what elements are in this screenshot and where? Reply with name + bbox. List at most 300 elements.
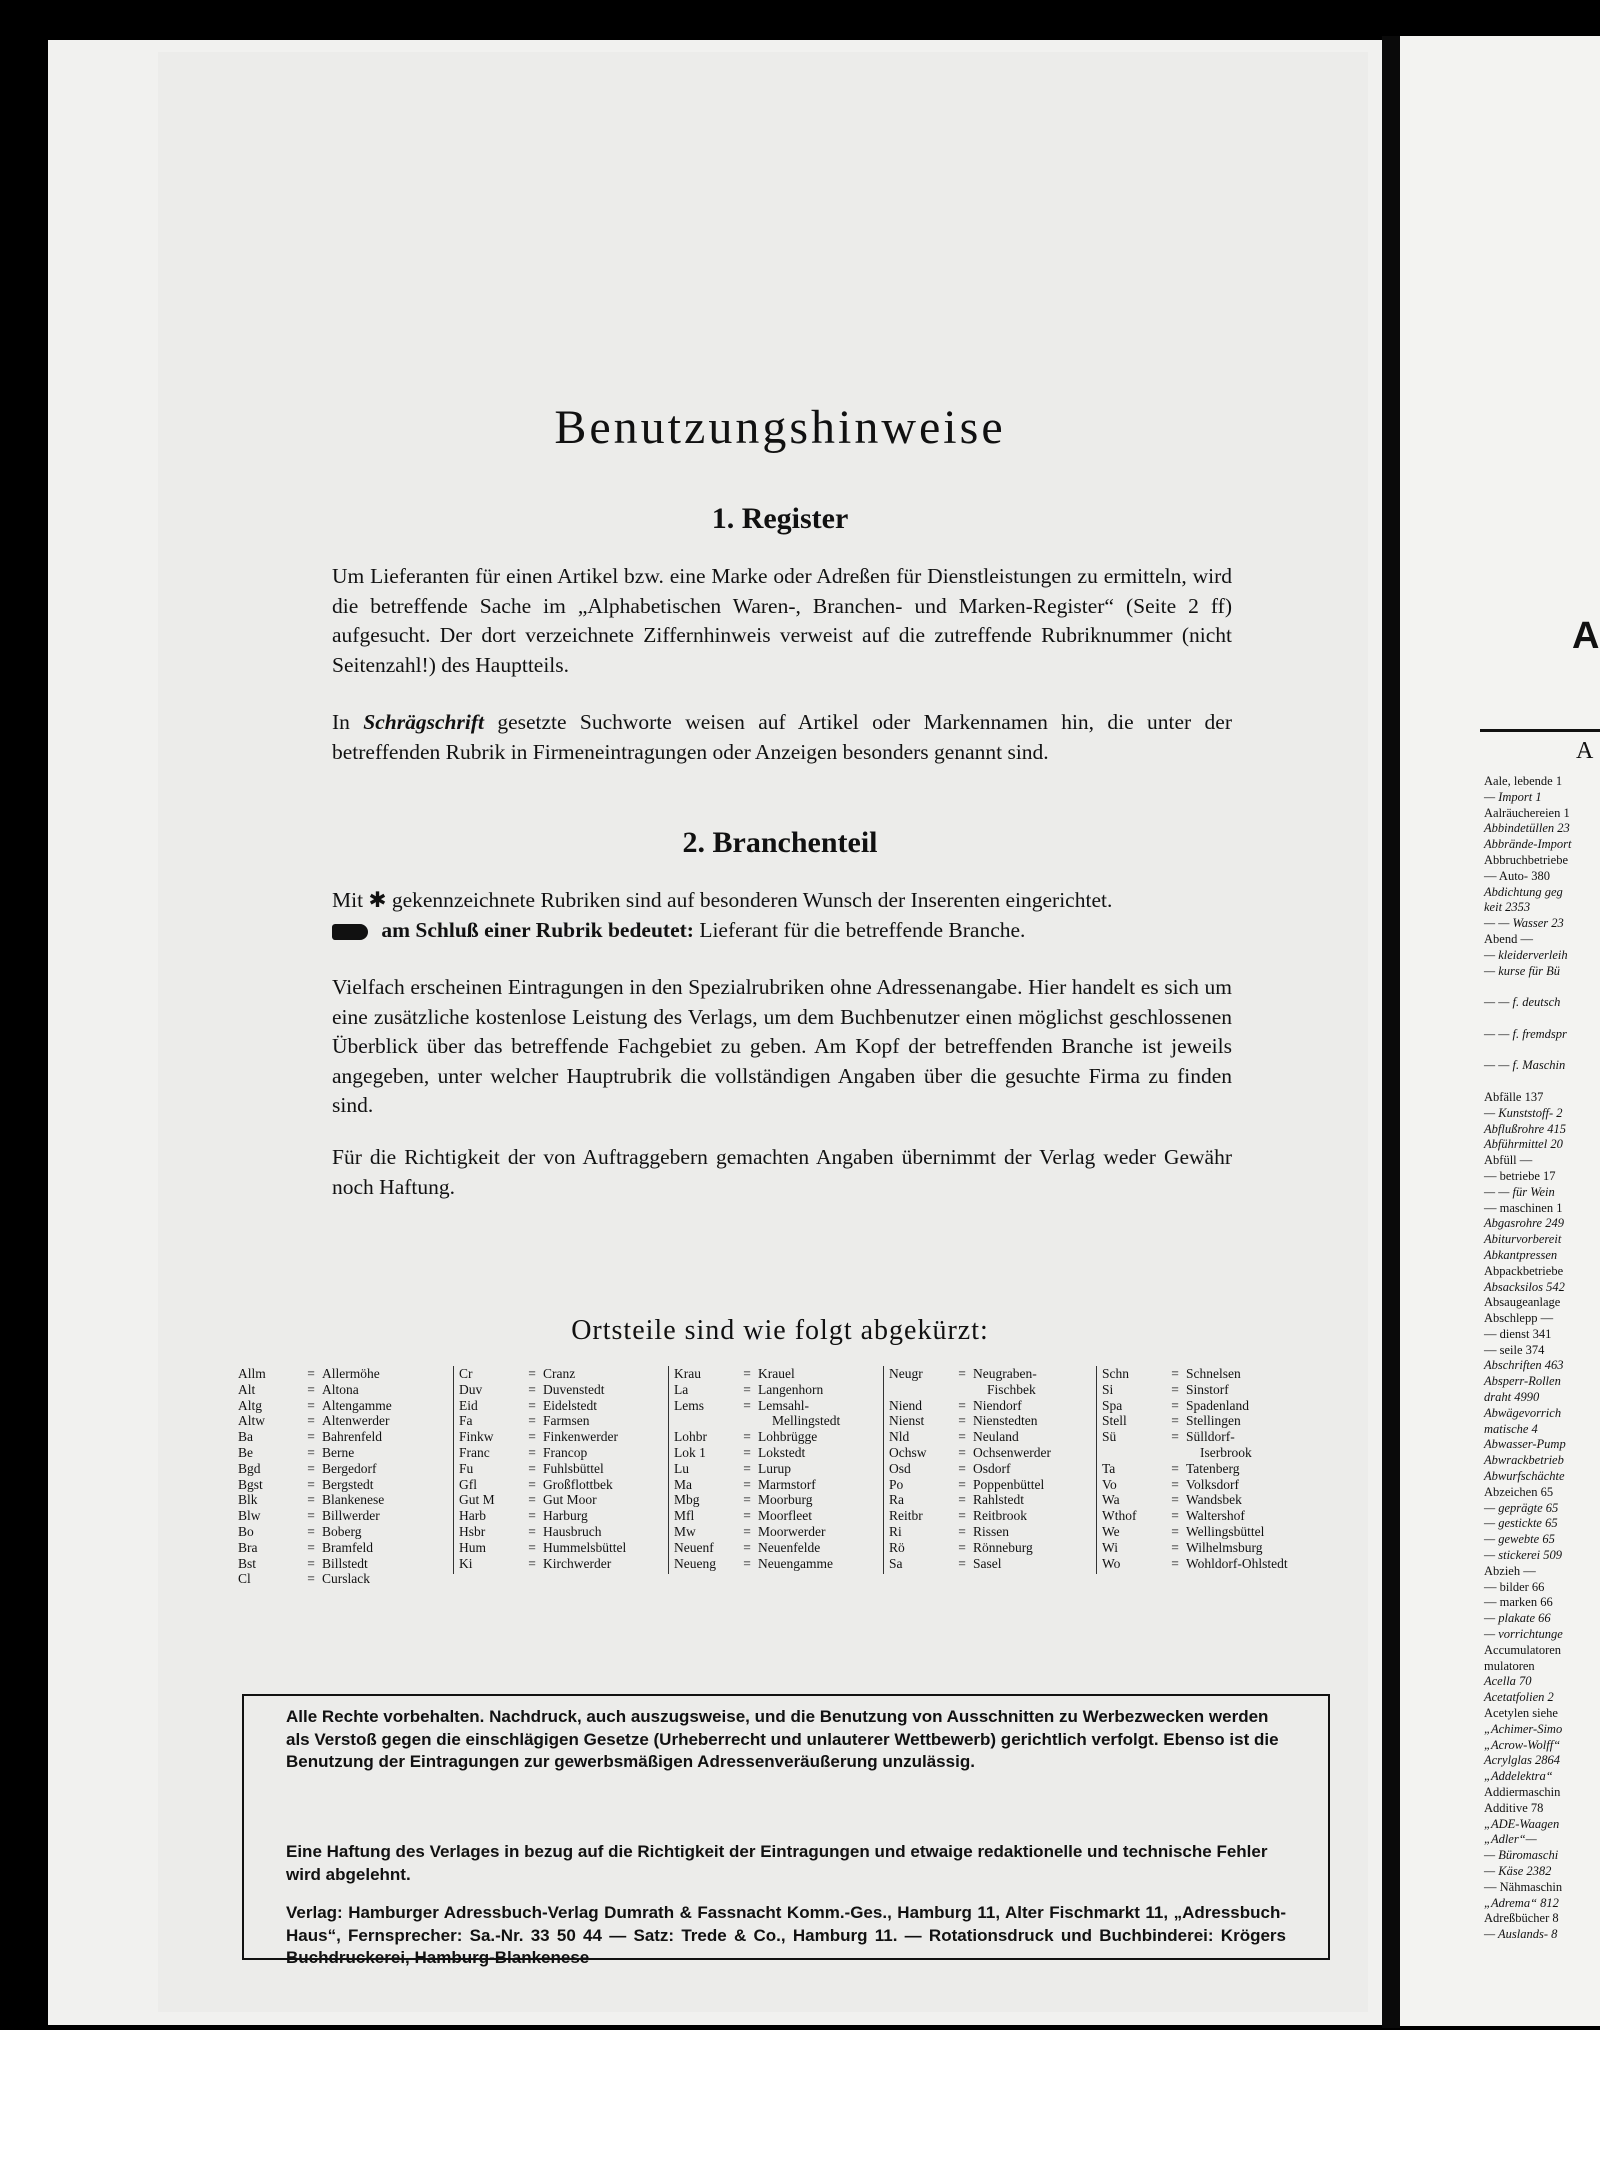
abbreviation-value: Rahlstedt [973, 1492, 1024, 1508]
abbreviation-key: Harb [459, 1508, 486, 1524]
index-entry: Abend — [1484, 931, 1533, 946]
abbreviation-value: Bergstedt [322, 1476, 374, 1492]
branchenteil-paragraph-1 [332, 973, 1232, 1121]
index-entry: „ADE-Waagen [1484, 1816, 1560, 1831]
abbreviation-row [238, 1556, 448, 1572]
abbreviation-row [459, 1413, 681, 1429]
index-entry: Aale, lebende 1 [1484, 774, 1563, 788]
equals-sign [736, 1413, 758, 1429]
abbreviation-value: Langenhorn [758, 1381, 824, 1397]
index-entry: Abfüll — [1484, 1153, 1533, 1168]
abbreviation-key: Bgst [238, 1476, 263, 1492]
abbreviation-key: Krau [674, 1366, 701, 1381]
index-entry: Adreßbücher 8 [1484, 1911, 1559, 1926]
abbreviation-row [1102, 1429, 1337, 1445]
abbreviation-key: Finkw [459, 1429, 494, 1445]
index-entry: — dienst 341 [1484, 1326, 1552, 1341]
pointing-hand-icon [332, 924, 368, 940]
abbreviation-value: Osdorf [973, 1460, 1011, 1476]
abbreviation-row [674, 1413, 896, 1429]
abbreviation-value: Sinstorf [1186, 1381, 1229, 1397]
equals-sign: = [743, 1444, 751, 1460]
equals-sign: = [958, 1539, 966, 1555]
abbreviation-row [238, 1445, 448, 1461]
equals-sign: = [743, 1523, 751, 1539]
equals-sign: = [307, 1366, 315, 1381]
abbreviation-column [668, 1366, 896, 1574]
abbreviation-value: Iserbrook [1200, 1444, 1252, 1460]
abbreviation-key: Neugr [889, 1366, 923, 1381]
abbreviation-key: Ki [459, 1555, 473, 1571]
index-entry: — geprägte 65 [1484, 1500, 1559, 1515]
abbreviation-row [238, 1492, 448, 1508]
abbreviation-row [889, 1461, 1111, 1477]
abbreviation-key: Neuenf [674, 1539, 714, 1555]
abbreviation-row [889, 1398, 1111, 1414]
abbreviation-value: Poppenbüttel [973, 1476, 1045, 1492]
index-entry: „Addelektra“ [1484, 1769, 1553, 1784]
abbreviation-key: Lok 1 [674, 1444, 706, 1460]
equals-sign: = [1171, 1508, 1179, 1524]
abbreviation-row [1102, 1461, 1337, 1477]
abbreviation-value: Fuhlsbüttel [543, 1460, 604, 1476]
index-entry: — — für Wein [1484, 1184, 1555, 1199]
abbreviation-key: Hsbr [459, 1523, 486, 1539]
index-entry: Acetylen siehe [1484, 1706, 1558, 1721]
abbreviation-value: Altona [322, 1381, 359, 1397]
index-entry: — Import 1 [1484, 789, 1542, 804]
index-entry: — Büromaschi [1484, 1848, 1559, 1863]
equals-sign: = [307, 1539, 315, 1555]
abbreviation-row [459, 1524, 681, 1540]
abbreviation-key: Ba [238, 1429, 253, 1445]
equals-sign: = [743, 1366, 751, 1381]
abbreviation-key: Blk [238, 1492, 258, 1508]
index-entry: draht 4990 [1484, 1390, 1540, 1405]
abbreviation-value: Sülldorf- [1186, 1429, 1235, 1445]
abbreviation-key: Si [1102, 1381, 1114, 1397]
abbreviation-key: Ra [889, 1492, 904, 1508]
index-entry [1484, 1011, 1600, 1027]
equals-sign: = [958, 1492, 966, 1508]
register-text-2a: In [332, 710, 350, 734]
abbreviation-row [459, 1461, 681, 1477]
abbreviation-value: Billwerder [322, 1508, 380, 1524]
branchenteil-text-2: Für die Richtigkeit der von Auftraggebern gemachten Angaben übernimmt der Verlag weder Gewähr noch Haftung. [332, 1145, 1232, 1199]
star-note: Mit ✱ gekennzeichnete Rubriken sind auf besonderen Wunsch der Inserenten eingerichtet. [332, 888, 1113, 912]
index-entry: — bilder 66 [1484, 1579, 1545, 1594]
right-page-index [1484, 774, 1600, 1943]
index-entry: — Auslands- 8 [1484, 1927, 1558, 1942]
abbreviation-row [459, 1429, 681, 1445]
abbreviation-row [459, 1366, 681, 1382]
index-entry: matische 4 [1484, 1421, 1538, 1436]
abbreviation-row [238, 1429, 448, 1445]
equals-sign: = [743, 1555, 751, 1571]
abbreviation-value: Moorburg [758, 1492, 813, 1508]
abbreviation-value: Tatenberg [1186, 1460, 1240, 1476]
abbreviation-key: Bra [238, 1539, 258, 1555]
index-entry: — gewebte 65 [1484, 1532, 1555, 1547]
legal-notice-box [242, 1694, 1330, 1967]
abbreviation-value: Volksdorf [1186, 1476, 1240, 1492]
equals-sign: = [528, 1460, 536, 1476]
equals-sign: = [1171, 1539, 1179, 1555]
equals-sign: = [743, 1508, 751, 1524]
equals-sign: = [1171, 1523, 1179, 1539]
abbreviation-value: Mellingstedt [772, 1413, 841, 1429]
index-entry: — kleiderverleih [1484, 947, 1568, 962]
branchenteil-paragraph-2 [332, 1143, 1232, 1202]
abbreviation-key: Mw [674, 1523, 696, 1539]
abbreviation-value: Bramfeld [322, 1539, 373, 1555]
abbreviation-value: Bergedorf [322, 1460, 377, 1476]
index-entry: Addiermaschin [1484, 1785, 1561, 1799]
abbreviation-key: Sa [889, 1555, 903, 1571]
index-entry: Acetatfolien 2 [1484, 1690, 1554, 1705]
italic-sample: Schrägschrift [363, 710, 484, 734]
abbreviation-key: Altw [238, 1413, 265, 1429]
abbreviation-row [889, 1413, 1111, 1429]
index-entry: — Auto- 380 [1484, 868, 1550, 883]
abbreviation-value: Rönneburg [973, 1539, 1033, 1555]
equals-sign: = [528, 1539, 536, 1555]
abbreviation-value: Wilhelmsburg [1186, 1539, 1263, 1555]
index-entry: Abkantpressen [1484, 1247, 1558, 1262]
abbreviation-row [674, 1508, 896, 1524]
abbreviation-row [674, 1382, 896, 1398]
abbreviation-column [453, 1366, 681, 1574]
abbreviation-value: Blankenese [322, 1492, 385, 1508]
abbreviation-key: Mbg [674, 1492, 700, 1508]
abbreviation-row [459, 1382, 681, 1398]
abbreviation-value: Eidelstedt [543, 1397, 597, 1413]
abbreviation-value: Kirchwerder [543, 1555, 612, 1571]
abbreviation-row [674, 1429, 896, 1445]
abbreviation-value: Harburg [543, 1508, 588, 1524]
abbreviation-key: Neueng [674, 1555, 716, 1571]
abbreviation-row [238, 1461, 448, 1477]
abbreviation-row [1102, 1540, 1337, 1556]
equals-sign: = [528, 1381, 536, 1397]
index-entry: — kurse für Bü [1484, 963, 1561, 978]
abbreviation-row [459, 1477, 681, 1493]
index-entry: keit 2353 [1484, 900, 1531, 915]
abbreviation-key: Osd [889, 1460, 911, 1476]
abbreviation-row [238, 1524, 448, 1540]
abbreviation-row [1102, 1508, 1337, 1524]
index-entry: Abbindetüllen 23 [1484, 821, 1570, 836]
abbreviation-row [238, 1508, 448, 1524]
abbreviation-key: Spa [1102, 1397, 1123, 1413]
abbreviation-key: Reitbr [889, 1508, 923, 1524]
right-page-section-letter: A [1576, 738, 1594, 764]
equals-sign: = [307, 1381, 315, 1397]
abbreviation-value: Hausbruch [543, 1523, 602, 1539]
equals-sign: = [958, 1366, 966, 1381]
abbreviation-key: Cl [238, 1571, 251, 1587]
abbreviation-row [238, 1540, 448, 1556]
abbreviation-key: Blw [238, 1508, 261, 1524]
abbreviation-row [674, 1366, 896, 1382]
abbreviation-key: Bgd [238, 1460, 261, 1476]
abbreviation-row [889, 1429, 1111, 1445]
abbreviation-value: Sasel [973, 1555, 1002, 1571]
branchenteil-legend [332, 886, 1232, 945]
equals-sign: = [958, 1413, 966, 1429]
abbreviation-key: Franc [459, 1444, 490, 1460]
equals-sign: = [958, 1523, 966, 1539]
abbreviation-key: La [674, 1381, 689, 1397]
equals-sign: = [307, 1492, 315, 1508]
abbreviation-row [459, 1492, 681, 1508]
equals-sign: = [528, 1523, 536, 1539]
abbreviation-key: Hum [459, 1539, 486, 1555]
abbreviation-key: Altg [238, 1397, 263, 1413]
index-entry: — — f. Maschin [1484, 1058, 1566, 1073]
equals-sign: = [307, 1571, 315, 1587]
index-entry: Absaugeanlage [1484, 1295, 1561, 1310]
index-entry: — — Wasser 23 [1484, 916, 1564, 931]
equals-sign: = [307, 1444, 315, 1460]
index-entry: „Adler“— [1484, 1832, 1537, 1847]
abbreviation-key: Gfl [459, 1476, 477, 1492]
equals-sign: = [743, 1539, 751, 1555]
abbreviation-key: Duv [459, 1381, 483, 1397]
right-page-rule [1480, 729, 1600, 732]
abbreviation-value: Spadenland [1186, 1397, 1249, 1413]
abbreviation-row [889, 1477, 1111, 1493]
abbreviation-key: Vo [1102, 1476, 1117, 1492]
register-text-1: Um Lieferanten für einen Artikel bzw. eine Marke oder Adreßen für Dienstleistungen zu ermitteln, wird die betreffende Sache im „Alphabetischen Waren-, Branchen- und Marken-Register“ (Seite 2 ff) aufgesucht. Der dort verzeichnete Ziffernhinweis verweist auf die zutreffende Rubriknummer (nicht Seitenzahl!) des Hauptteils. [332, 564, 1232, 677]
index-entry: Abgasrohre 249 [1484, 1216, 1564, 1231]
abbreviation-value: Stellingen [1186, 1413, 1241, 1429]
register-paragraph-1 [332, 562, 1232, 680]
abbreviation-value: Marmstorf [758, 1476, 816, 1492]
abbreviation-row [238, 1382, 448, 1398]
index-entry: Accumulatoren [1484, 1642, 1562, 1657]
abbreviation-row [1102, 1382, 1337, 1398]
abbreviation-row [238, 1413, 448, 1429]
abbreviation-row [889, 1508, 1111, 1524]
equals-sign: = [743, 1381, 751, 1397]
index-entry: Abzieh — [1484, 1563, 1536, 1578]
index-entry: — gestickte 65 [1484, 1516, 1558, 1531]
abbreviation-row [459, 1445, 681, 1461]
abbreviation-key: Wo [1102, 1555, 1121, 1571]
abbreviation-key [674, 1413, 736, 1429]
equals-sign: = [528, 1444, 536, 1460]
abbreviation-row [459, 1508, 681, 1524]
abbreviation-key: We [1102, 1523, 1120, 1539]
equals-sign: = [1171, 1413, 1179, 1429]
index-entry: Abpackbetriebe [1484, 1263, 1564, 1278]
abbreviation-key: Niend [889, 1397, 922, 1413]
abbreviation-key: Fu [459, 1460, 474, 1476]
abbreviation-row [674, 1540, 896, 1556]
index-entry: Abbruchbetriebe [1484, 852, 1568, 867]
abbreviation-key: Cr [459, 1366, 473, 1381]
equals-sign: = [1171, 1460, 1179, 1476]
index-entry: Abführmittel 20 [1484, 1137, 1563, 1152]
abbreviation-table [238, 1366, 1328, 1587]
index-entry: Abwrackbetrieb [1484, 1453, 1564, 1468]
equals-sign: = [743, 1476, 751, 1492]
abbreviation-key: Nienst [889, 1413, 925, 1429]
index-entry: — seile 374 [1484, 1342, 1545, 1357]
abbreviation-key: Mfl [674, 1508, 695, 1524]
abbreviation-key: Wi [1102, 1539, 1118, 1555]
index-entry [1484, 1043, 1600, 1059]
hand-note-rest: Lieferant für die betreffende Branche. [699, 917, 1026, 942]
abbreviation-row [459, 1556, 681, 1572]
abbreviation-row [674, 1398, 896, 1414]
abbreviation-key: Alt [238, 1381, 256, 1397]
equals-sign: = [743, 1397, 751, 1413]
abbreviation-value: Lemsahl- [758, 1397, 809, 1413]
abbreviation-row [674, 1461, 896, 1477]
equals-sign: = [1171, 1476, 1179, 1492]
index-entry: Acrylglas 2864 [1484, 1753, 1561, 1768]
index-entry: Abdichtung geg [1484, 884, 1563, 899]
equals-sign: = [307, 1476, 315, 1492]
index-entry [1484, 979, 1600, 995]
equals-sign: = [1171, 1429, 1179, 1445]
equals-sign: = [528, 1429, 536, 1445]
abbreviation-value: Moorwerder [758, 1523, 826, 1539]
equals-sign: = [307, 1555, 315, 1571]
abbreviation-key: Rö [889, 1539, 905, 1555]
equals-sign: = [1171, 1397, 1179, 1413]
abbreviation-value: Rissen [973, 1523, 1010, 1539]
section-heading-branchenteil: 2. Branchenteil [682, 826, 878, 859]
equals-sign: = [307, 1413, 315, 1429]
equals-sign: = [307, 1508, 315, 1524]
abbreviation-row [238, 1477, 448, 1493]
abbreviation-row [1102, 1398, 1337, 1414]
abbreviation-key: Schn [1102, 1366, 1129, 1381]
abbreviation-row [889, 1556, 1111, 1572]
hand-note-bold: am Schluß einer Rubrik bedeutet: [381, 917, 694, 942]
abbreviation-title: Ortsteile sind wie folgt abgekürzt: [571, 1315, 989, 1346]
equals-sign: = [743, 1492, 751, 1508]
abbreviation-key: Lu [674, 1460, 689, 1476]
abbreviation-key: Stell [1102, 1413, 1127, 1429]
page-gutter [1382, 36, 1400, 2028]
abbreviation-key [889, 1382, 951, 1398]
abbreviation-value: Wellingsbüttel [1186, 1523, 1265, 1539]
equals-sign: = [1171, 1366, 1179, 1381]
index-entry: — maschinen 1 [1484, 1200, 1563, 1215]
equals-sign: = [528, 1366, 536, 1381]
abbreviation-row [1102, 1445, 1337, 1461]
index-entry: Abiturvorbereit [1484, 1232, 1562, 1247]
abbreviation-value: Farmsen [543, 1413, 590, 1429]
abbreviation-value: Curslack [322, 1571, 370, 1587]
abbreviation-row [674, 1445, 896, 1461]
abbreviation-value: Großflottbek [543, 1476, 613, 1492]
index-entry: — plakate 66 [1484, 1611, 1551, 1626]
abbreviation-value: Neuland [973, 1429, 1019, 1445]
equals-sign: = [958, 1429, 966, 1445]
equals-sign [1164, 1445, 1186, 1461]
index-entry: — betriebe 17 [1484, 1168, 1556, 1183]
abbreviation-value: Finkenwerder [543, 1429, 618, 1445]
equals-sign: = [1171, 1555, 1179, 1571]
abbreviation-key: Allm [238, 1366, 266, 1381]
abbreviation-row [238, 1366, 448, 1382]
abbreviation-value: Wandsbek [1186, 1492, 1242, 1508]
abbreviation-column [238, 1366, 448, 1587]
abbreviation-row [459, 1398, 681, 1414]
index-entry: — — f. deutsch [1484, 995, 1561, 1010]
equals-sign: = [307, 1460, 315, 1476]
equals-sign: = [307, 1429, 315, 1445]
abbreviation-row [889, 1382, 1111, 1398]
register-text-2b: gesetzte Suchworte weisen auf Artikel oder Markennamen hin, die unter der betreffenden Rubrik in Firmeneintragungen oder Anzeigen besonders genannt sind. [332, 710, 1233, 764]
abbreviation-key: Gut M [459, 1492, 495, 1508]
abbreviation-row [1102, 1556, 1337, 1572]
abbreviation-value: Boberg [322, 1523, 362, 1539]
equals-sign: = [958, 1508, 966, 1524]
equals-sign: = [528, 1492, 536, 1508]
abbreviation-key: Ta [1102, 1460, 1116, 1476]
branchenteil-text-1: Vielfach erscheinen Eintragungen in den Spezialrubriken ohne Adressenangabe. Hier handelt es sich um eine zusätzliche kostenlose Leistung des Verlags, um dem Buchbenutzer einen möglichst geschlossenen Überblick über das betreffende Fachgebiet zu geben. Am Kopf der betreffenden Branche ist jeweils angegeben, unter welcher Hauptrubrik die vollständigen Angaben über die gesuchte Firma zu finden sind. [332, 975, 1232, 1117]
abbreviation-row [889, 1366, 1111, 1382]
abbreviation-row [238, 1398, 448, 1414]
abbreviation-value: Neuengamme [758, 1555, 833, 1571]
index-entry: mulatoren [1484, 1658, 1535, 1673]
abbreviation-row [674, 1477, 896, 1493]
index-entry: Aalräuchereien 1 [1484, 805, 1570, 820]
equals-sign: = [743, 1460, 751, 1476]
equals-sign: = [528, 1508, 536, 1524]
equals-sign: = [958, 1460, 966, 1476]
abbreviation-row [889, 1445, 1111, 1461]
equals-sign: = [528, 1476, 536, 1492]
equals-sign: = [743, 1429, 751, 1445]
abbreviation-column [883, 1366, 1111, 1574]
abbreviation-key: Bo [238, 1523, 254, 1539]
index-entry: Abschlepp — [1484, 1311, 1554, 1326]
abbreviation-row [889, 1540, 1111, 1556]
equals-sign [951, 1382, 973, 1398]
abbreviation-value: Waltershof [1186, 1508, 1245, 1524]
index-entry [1484, 1074, 1600, 1090]
section-heading-register: 1. Register [711, 502, 849, 535]
equals-sign: = [528, 1397, 536, 1413]
abbreviation-value: Krauel [758, 1366, 795, 1381]
abbreviation-key: Wthof [1102, 1508, 1137, 1524]
abbreviation-value: Billstedt [322, 1555, 368, 1571]
abbreviation-key [1102, 1445, 1164, 1461]
abbreviation-value: Nienstedten [973, 1413, 1038, 1429]
abbreviation-value: Lurup [758, 1460, 791, 1476]
index-entry: Abwasser-Pump [1484, 1437, 1566, 1452]
abbreviation-key: Ri [889, 1523, 902, 1539]
register-paragraph-2 [332, 708, 1232, 767]
abbreviation-value: Hummelsbüttel [543, 1539, 627, 1555]
abbreviation-value: Ochsenwerder [973, 1444, 1051, 1460]
abbreviation-value: Schnelsen [1186, 1366, 1241, 1381]
abbreviation-row [238, 1571, 448, 1587]
abbreviation-value: Lokstedt [758, 1444, 806, 1460]
abbreviation-value: Francop [543, 1444, 588, 1460]
equals-sign: = [1171, 1492, 1179, 1508]
abbreviation-row [889, 1492, 1111, 1508]
equals-sign: = [307, 1397, 315, 1413]
abbreviation-value: Bahrenfeld [322, 1429, 382, 1445]
